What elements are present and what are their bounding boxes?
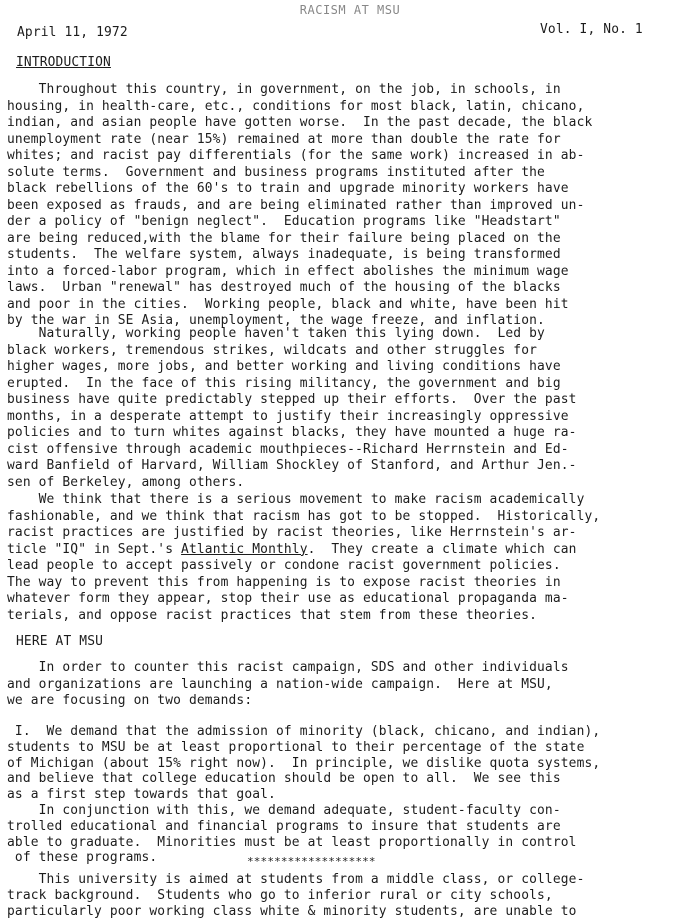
section-divider: ******************* — [247, 855, 376, 868]
text-line: as a first step towards that goal. — [7, 787, 276, 803]
text-line-segment: ticle "IQ" in Sept.'s — [7, 541, 182, 557]
text-line — [7, 542, 697, 559]
text-line: racist practices are justified by racist theories, like Herrnstein's ar- — [7, 525, 577, 540]
text-line: able to graduate. Minorities must be at least proportionally in control — [7, 834, 577, 850]
text-line: of Michigan (about 15% right now). In principle, we dislike quota systems, — [7, 755, 601, 771]
text-line: indian, and asian people have gotten worse. In the past decade, the black — [7, 115, 593, 130]
text-line: Throughout this country, in government, on the job, in schools, in — [7, 82, 561, 97]
text-line: sen of Berkeley, among others. — [7, 474, 245, 490]
paragraph-6 — [7, 872, 697, 919]
text-line: solute terms. Government and business programs instituted after the — [7, 164, 545, 180]
text-line: higher wages, more jobs, and better working and living conditions have — [7, 359, 561, 374]
text-line: In conjunction with this, we demand adequate, student-faculty con- — [7, 802, 561, 818]
text-line: black workers, tremendous strikes, wildcats and other struggles for — [7, 342, 538, 358]
text-line: whites; and racist pay differentials (for the same work) increased in ab- — [7, 148, 585, 163]
text-line: laws. Urban "renewal" has destroyed much of the housing of the blacks — [7, 280, 561, 295]
text-line: and poor in the cities. Working people, black and white, have been hit — [7, 296, 569, 312]
text-line: ward Banfield of Harvard, William Shockley of Stanford, and Arthur Jen.- — [7, 458, 577, 473]
text-line: We think that there is a serious movement to make racism academically — [7, 492, 585, 507]
text-line: The way to prevent this from happening is to expose racist theories in — [7, 574, 561, 590]
text-line: This university is aimed at students from a middle class, or college- — [7, 872, 585, 887]
text-line: track background. Students who go to inferior rural or city schools, — [7, 887, 553, 903]
text-line: particularly poor working class white & minority students, are unable to — [7, 903, 577, 919]
paragraph-3 — [7, 492, 697, 624]
text-line-segment: . They create a climate which can — [307, 541, 577, 557]
text-line: In order to counter this racist campaign, SDS and other individuals — [7, 660, 569, 675]
paragraph-4 — [7, 660, 697, 710]
text-line: cist offensive through academic mouthpieces--Richard Herrnstein and Ed- — [7, 441, 569, 457]
text-line: der a policy of "benign neglect". Education programs like "Headstart" — [7, 214, 561, 229]
issue-date: April 11, 1972 — [17, 25, 128, 40]
text-line: students. The welfare system, always inadequate, is being transformed — [7, 247, 561, 262]
section-heading-here-at-msu: HERE AT MSU — [16, 634, 104, 649]
text-line: trolled educational and financial programs to insure that students are — [7, 818, 561, 834]
text-line: terials, and oppose racist practices that stem from these theories. — [7, 607, 538, 623]
text-line: unemployment rate (near 15%) remained at more than double the rate for — [7, 131, 561, 147]
masthead-title: RACISM AT MSU — [299, 3, 401, 17]
text-line: fashionable, and we think that racism has got to be stopped. Historically, — [7, 508, 601, 524]
text-line: business have quite predictably stepped up their efforts. Over the past — [7, 392, 577, 407]
text-line: of these programs. — [7, 850, 158, 866]
text-line: into a forced-labor program, which in effect abolishes the minimum wage — [7, 263, 569, 279]
section-heading-introduction: INTRODUCTION — [16, 55, 111, 70]
text-line: by the war in SE Asia, unemployment, the wage freeze, and inflation. — [7, 313, 545, 328]
paragraph-1 — [7, 82, 697, 330]
text-line: are being reduced,with the blame for their failure being placed on the — [7, 230, 561, 246]
text-line: students to MSU be at least proportional to their percentage of the state — [7, 739, 585, 755]
text-line: and organizations are launching a nation-wide campaign. Here at MSU, — [7, 676, 553, 692]
text-line: whatever form they appear, stop their use as educational propaganda ma- — [7, 591, 569, 606]
text-line: we are focusing on two demands: — [7, 693, 253, 708]
text-line: policies and to turn whites against blacks, they have mounted a huge ra- — [7, 425, 577, 440]
text-line: Naturally, working people haven't taken this lying down. Led by — [7, 326, 545, 341]
paragraph-5-demand-one — [7, 724, 697, 866]
text-line: been exposed as frauds, and are being eliminated rather than improved un- — [7, 197, 585, 213]
paragraph-2 — [7, 326, 697, 491]
text-line: black rebellions of the 60's to train and upgrade minority workers have — [7, 181, 569, 196]
text-line: I. We demand that the admission of minority (black, chicano, and indian), — [7, 724, 601, 739]
text-line: housing, in health-care, etc., conditions for most black, latin, chicano, — [7, 98, 585, 114]
text-line: and believe that college education should be open to all. We see this — [7, 771, 561, 787]
atlantic-monthly-title: Atlantic Monthly — [181, 541, 308, 557]
text-line: lead people to accept passively or condone racist government policies. — [7, 558, 561, 573]
text-line: months, in a desperate attempt to justify their increasingly oppressive — [7, 408, 569, 424]
text-line: erupted. In the face of this rising militancy, the government and big — [7, 375, 561, 391]
volume-number: Vol. I, No. 1 — [540, 22, 643, 37]
